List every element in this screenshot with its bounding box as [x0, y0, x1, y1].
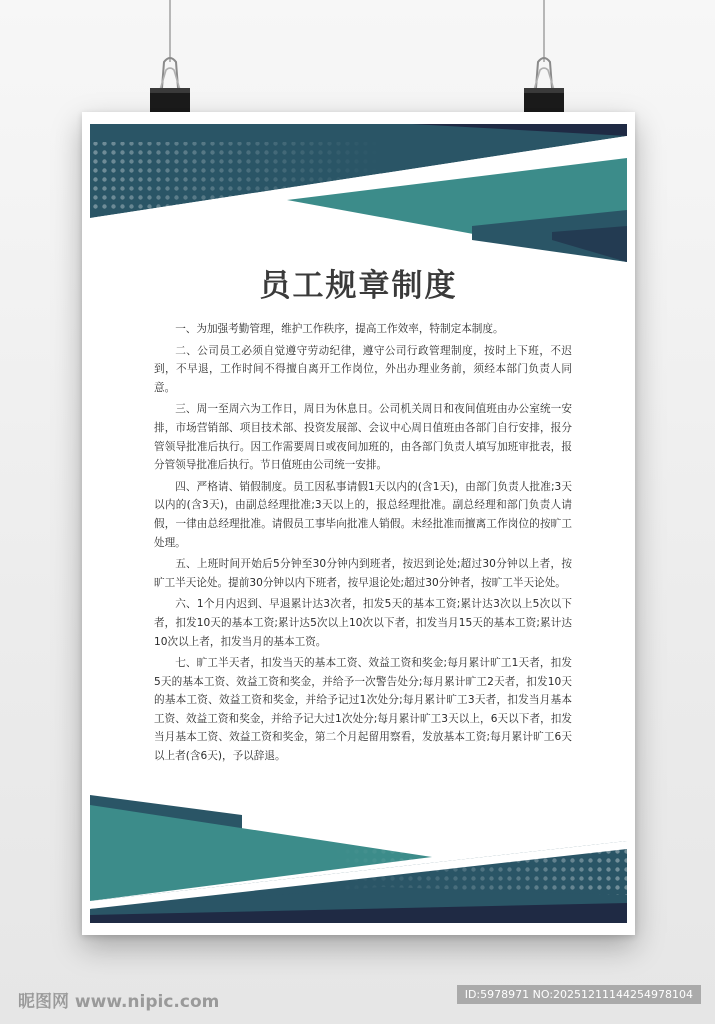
binder-clip-left	[148, 0, 192, 124]
page-title: 员工规章制度	[259, 268, 458, 304]
paragraph-4: 四、严格请、销假制度。员工因私事请假1天以内的(含1天)，由部门负责人批准;3天以内的(含3天)，由副总经理批准;3天以上的，报总经理批准。副总经理和部门负责人请假，一律由总经理批准。请假员工事毕向批准人销假。未经批准而擅离工作岗位的按旷工处理。	[154, 480, 572, 549]
top-decoration	[82, 112, 635, 282]
paragraph-5: 五、上班时间开始后5分钟至30分钟内到班者，按迟到论处;超过30分钟以上者，按旷工半天论处。提前30分钟以内下班者，按早退论处;超过30分钟者，按旷工半天论处。	[154, 558, 572, 589]
paragraph-3: 三、周一至周六为工作日，周日为休息日。公司机关周日和夜间值班由办公室统一安排，市场营销部、项目技术部、投资发展部、会议中心周日值班由各部门自行安排，报分管领导批准后执行。因工作需要周日或夜间加班的，由各部门负责人填写加班审批表，报分管领导批准后执行。节日值班由公司统一安排。	[154, 403, 572, 472]
poster	[82, 112, 635, 935]
watermark-logo: 昵图网 www.nipic.com	[18, 992, 220, 1012]
regulations-body	[154, 320, 572, 769]
paragraph-6: 六、1个月内迟到、早退累计达3次者，扣发5天的基本工资;累计达3次以上5次以下者，扣发10天的基本工资;累计达5次以上10次以下者，扣发当月15天的基本工资;累计达10次以上者，扣发当月的基本工资。	[154, 598, 572, 648]
paragraph-2: 二、公司员工必须自觉遵守劳动纪律，遵守公司行政管理制度，按时上下班，不迟到，不早退，工作时间不得擅自离开工作岗位，外出办理业务前，须经本部门负责人同意。	[154, 344, 572, 394]
binder-clip-right	[522, 0, 566, 124]
paragraph-1: 一、为加强考勤管理，维护工作秩序，提高工作效率，特制定本制度。	[175, 323, 504, 335]
bottom-decoration	[82, 775, 635, 935]
watermark-id: ID:5978971 NO:20251211144254978104	[457, 985, 701, 1004]
paragraph-7: 七、旷工半天者，扣发当天的基本工资、效益工资和奖金;每月累计旷工1天者，扣发5天的基本工资、效益工资和奖金，并给予一次警告处分;每月累计旷工2天者，扣发10天的基本工资、效益工资和奖金，并给予记过1次处分;每月累计旷工3天者，扣发当月基本工资、效益工资和奖金，并给予记大过1次处分;每月累计旷工3天以上，6天以下者，扣发当月基本工资、效益工资和奖金，第二个月起留用察看，发放基本工资;每月累计旷工6天以上者(含6天)，予以辞退。	[154, 657, 572, 763]
